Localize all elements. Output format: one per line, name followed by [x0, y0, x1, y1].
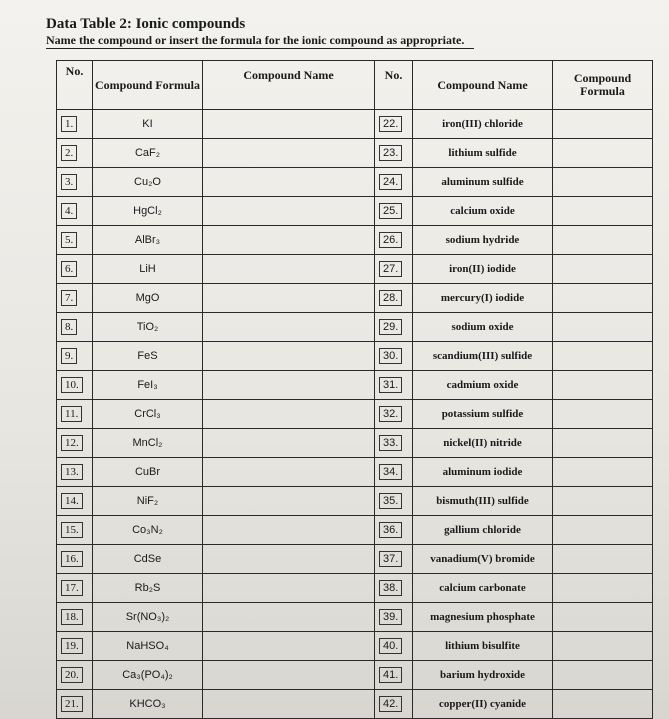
table-row: [57, 429, 653, 458]
formula-given: Cu₂O: [93, 168, 203, 197]
name-given: calcium oxide: [413, 197, 553, 226]
row-number-2: 40.: [379, 638, 402, 654]
name-answer-field[interactable]: [203, 400, 375, 429]
table-row: [57, 400, 653, 429]
row-number-cell: [57, 284, 93, 313]
row-number-2: 22.: [379, 116, 402, 132]
row-number: 8.: [61, 319, 77, 335]
formula-answer-field[interactable]: [553, 458, 653, 487]
formula-answer-field[interactable]: [553, 690, 653, 719]
formula-given: CrCl₃: [93, 400, 203, 429]
ionic-compounds-table: [56, 60, 653, 719]
name-answer-field[interactable]: [203, 284, 375, 313]
table-row: [57, 342, 653, 371]
row-number-2: 29.: [379, 319, 402, 335]
name-answer-field[interactable]: [203, 690, 375, 719]
row-number-2: 24.: [379, 174, 402, 190]
header-name-2: Compound Name: [413, 61, 553, 110]
formula-answer-field[interactable]: [553, 197, 653, 226]
row-number-2: 41.: [379, 667, 402, 683]
row-number-cell-2: [375, 545, 413, 574]
name-answer-field[interactable]: [203, 255, 375, 284]
name-given: barium hydroxide: [413, 661, 553, 690]
formula-answer-field[interactable]: [553, 429, 653, 458]
name-given: lithium sulfide: [413, 139, 553, 168]
name-given: gallium chloride: [413, 516, 553, 545]
instructions: Name the compound or insert the formula for the ionic compound as appropriate.: [46, 33, 465, 47]
row-number-cell-2: [375, 313, 413, 342]
name-given: magnesium phosphate: [413, 603, 553, 632]
row-number-cell-2: [375, 458, 413, 487]
name-given: sodium oxide: [413, 313, 553, 342]
name-given: aluminum sulfide: [413, 168, 553, 197]
formula-given: CuBr: [93, 458, 203, 487]
name-answer-field[interactable]: [203, 516, 375, 545]
row-number-cell-2: [375, 690, 413, 719]
row-number: 19.: [61, 638, 83, 654]
formula-given: KHCO₃: [93, 690, 203, 719]
formula-given: FeI₃: [93, 371, 203, 400]
row-number: 13.: [61, 464, 83, 480]
row-number-2: 42.: [379, 696, 402, 712]
name-answer-field[interactable]: [203, 342, 375, 371]
row-number: 3.: [61, 174, 77, 190]
name-answer-field[interactable]: [203, 429, 375, 458]
formula-answer-field[interactable]: [553, 574, 653, 603]
row-number-cell: [57, 168, 93, 197]
row-number: 7.: [61, 290, 77, 306]
row-number-cell: [57, 139, 93, 168]
row-number-cell: [57, 110, 93, 139]
row-number-2: 27.: [379, 261, 402, 277]
row-number-cell: [57, 255, 93, 284]
table-row: [57, 139, 653, 168]
formula-answer-field[interactable]: [553, 603, 653, 632]
formula-given: KI: [93, 110, 203, 139]
row-number-cell: [57, 429, 93, 458]
name-answer-field[interactable]: [203, 168, 375, 197]
row-number-2: 30.: [379, 348, 402, 364]
row-number-cell: [57, 197, 93, 226]
row-number-2: 35.: [379, 493, 402, 509]
row-number-cell-2: [375, 516, 413, 545]
row-number-2: 33.: [379, 435, 402, 451]
name-answer-field[interactable]: [203, 574, 375, 603]
row-number-cell: [57, 603, 93, 632]
name-given: copper(II) cyanide: [413, 690, 553, 719]
row-number-cell: [57, 545, 93, 574]
row-number-2: 32.: [379, 406, 402, 422]
name-given: vanadium(V) bromide: [413, 545, 553, 574]
row-number-2: 28.: [379, 290, 402, 306]
row-number-cell: [57, 342, 93, 371]
row-number: 6.: [61, 261, 77, 277]
table-row: [57, 690, 653, 719]
formula-answer-field[interactable]: [553, 313, 653, 342]
row-number: 4.: [61, 203, 77, 219]
row-number: 11.: [61, 406, 82, 422]
name-given: nickel(II) nitride: [413, 429, 553, 458]
table-row: [57, 197, 653, 226]
formula-given: MgO: [93, 284, 203, 313]
formula-given: CaF₂: [93, 139, 203, 168]
name-given: iron(II) iodide: [413, 255, 553, 284]
table-row: [57, 574, 653, 603]
row-number-2: 34.: [379, 464, 402, 480]
formula-given: Sr(NO₃)₂: [93, 603, 203, 632]
row-number: 20.: [61, 667, 83, 683]
formula-given: FeS: [93, 342, 203, 371]
name-answer-field[interactable]: [203, 139, 375, 168]
header-no: No.: [57, 61, 93, 110]
name-answer-field[interactable]: [203, 603, 375, 632]
formula-answer-field[interactable]: [553, 139, 653, 168]
table-row: [57, 632, 653, 661]
row-number-cell-2: [375, 400, 413, 429]
name-given: lithium bisulfite: [413, 632, 553, 661]
name-given: scandium(III) sulfide: [413, 342, 553, 371]
name-answer-field[interactable]: [203, 110, 375, 139]
header-name: Compound Name: [203, 61, 375, 110]
row-number-cell: [57, 400, 93, 429]
row-number: 21.: [61, 696, 83, 712]
table-row: [57, 284, 653, 313]
row-number-cell: [57, 458, 93, 487]
page-title: Data Table 2: Ionic compounds: [46, 16, 246, 32]
header-formula-2: Compound Formula: [553, 61, 653, 110]
row-number-2: 39.: [379, 609, 402, 625]
name-answer-field[interactable]: [203, 487, 375, 516]
formula-answer-field[interactable]: [553, 226, 653, 255]
row-number: 16.: [61, 551, 83, 567]
row-number: 15.: [61, 522, 83, 538]
row-number: 10.: [61, 377, 83, 393]
row-number-cell-2: [375, 487, 413, 516]
formula-given: MnCl₂: [93, 429, 203, 458]
formula-given: LiH: [93, 255, 203, 284]
row-number-cell-2: [375, 226, 413, 255]
name-given: iron(III) chloride: [413, 110, 553, 139]
table-row: [57, 603, 653, 632]
row-number-cell-2: [375, 371, 413, 400]
row-number-2: 31.: [379, 377, 402, 393]
row-number-cell: [57, 313, 93, 342]
table-row: [57, 661, 653, 690]
row-number-cell-2: [375, 574, 413, 603]
name-given: calcium carbonate: [413, 574, 553, 603]
row-number-cell-2: [375, 342, 413, 371]
name-answer-field[interactable]: [203, 458, 375, 487]
formula-given: NiF₂: [93, 487, 203, 516]
row-number-2: 25.: [379, 203, 402, 219]
name-given: potassium sulfide: [413, 400, 553, 429]
row-number-2: 23.: [379, 145, 402, 161]
name-answer-field[interactable]: [203, 545, 375, 574]
formula-given: TiO₂: [93, 313, 203, 342]
formula-answer-field[interactable]: [553, 110, 653, 139]
row-number-2: 37.: [379, 551, 402, 567]
formula-given: Ca₃(PO₄)₂: [93, 661, 203, 690]
name-given: aluminum iodide: [413, 458, 553, 487]
row-number-cell: [57, 516, 93, 545]
formula-given: Rb₂S: [93, 574, 203, 603]
row-number-cell: [57, 226, 93, 255]
formula-given: AlBr₃: [93, 226, 203, 255]
row-number: 18.: [61, 609, 83, 625]
formula-answer-field[interactable]: [553, 487, 653, 516]
row-number: 9.: [61, 348, 77, 364]
name-answer-field[interactable]: [203, 371, 375, 400]
table-row: [57, 458, 653, 487]
row-number-cell: [57, 371, 93, 400]
row-number: 12.: [61, 435, 83, 451]
row-number-cell-2: [375, 110, 413, 139]
name-given: mercury(I) iodide: [413, 284, 553, 313]
formula-given: CdSe: [93, 545, 203, 574]
name-given: sodium hydride: [413, 226, 553, 255]
table-row: [57, 168, 653, 197]
table-row: [57, 371, 653, 400]
table-row: [57, 487, 653, 516]
formula-answer-field[interactable]: [553, 661, 653, 690]
header-formula: Compound Formula: [93, 61, 203, 110]
name-answer-field[interactable]: [203, 197, 375, 226]
row-number: 14.: [61, 493, 83, 509]
table-row: [57, 110, 653, 139]
table-row: [57, 545, 653, 574]
table-row: [57, 226, 653, 255]
name-answer-field[interactable]: [203, 661, 375, 690]
row-number: 5.: [61, 232, 77, 248]
row-number-cell-2: [375, 603, 413, 632]
formula-given: HgCl₂: [93, 197, 203, 226]
row-number-cell-2: [375, 429, 413, 458]
formula-answer-field[interactable]: [553, 400, 653, 429]
formula-given: NaHSO₄: [93, 632, 203, 661]
row-number-cell-2: [375, 661, 413, 690]
row-number-cell-2: [375, 139, 413, 168]
row-number-cell-2: [375, 284, 413, 313]
row-number: 17.: [61, 580, 83, 596]
name-answer-field[interactable]: [203, 632, 375, 661]
formula-answer-field[interactable]: [553, 342, 653, 371]
row-number-cell: [57, 661, 93, 690]
row-number-cell-2: [375, 632, 413, 661]
row-number-cell: [57, 690, 93, 719]
row-number-cell: [57, 487, 93, 516]
row-number-cell: [57, 632, 93, 661]
row-number-2: 38.: [379, 580, 402, 596]
formula-given: Co₃N₂: [93, 516, 203, 545]
row-number-cell-2: [375, 255, 413, 284]
name-given: cadmium oxide: [413, 371, 553, 400]
row-number: 2.: [61, 145, 77, 161]
row-number-2: 26.: [379, 232, 402, 248]
formula-answer-field[interactable]: [553, 284, 653, 313]
formula-answer-field[interactable]: [553, 632, 653, 661]
row-number-2: 36.: [379, 522, 402, 538]
name-given: bismuth(III) sulfide: [413, 487, 553, 516]
formula-answer-field[interactable]: [553, 371, 653, 400]
formula-answer-field[interactable]: [553, 255, 653, 284]
formula-answer-field[interactable]: [553, 168, 653, 197]
table-row: [57, 516, 653, 545]
row-number: 1.: [61, 116, 77, 132]
header-no-2: No.: [375, 61, 413, 110]
row-number-cell: [57, 574, 93, 603]
table-header-row: [57, 61, 653, 110]
name-answer-field[interactable]: [203, 313, 375, 342]
underline-divider: [46, 48, 474, 49]
table-row: [57, 313, 653, 342]
table-row: [57, 255, 653, 284]
row-number-cell-2: [375, 197, 413, 226]
formula-answer-field[interactable]: [553, 516, 653, 545]
row-number-cell-2: [375, 168, 413, 197]
name-answer-field[interactable]: [203, 226, 375, 255]
formula-answer-field[interactable]: [553, 545, 653, 574]
